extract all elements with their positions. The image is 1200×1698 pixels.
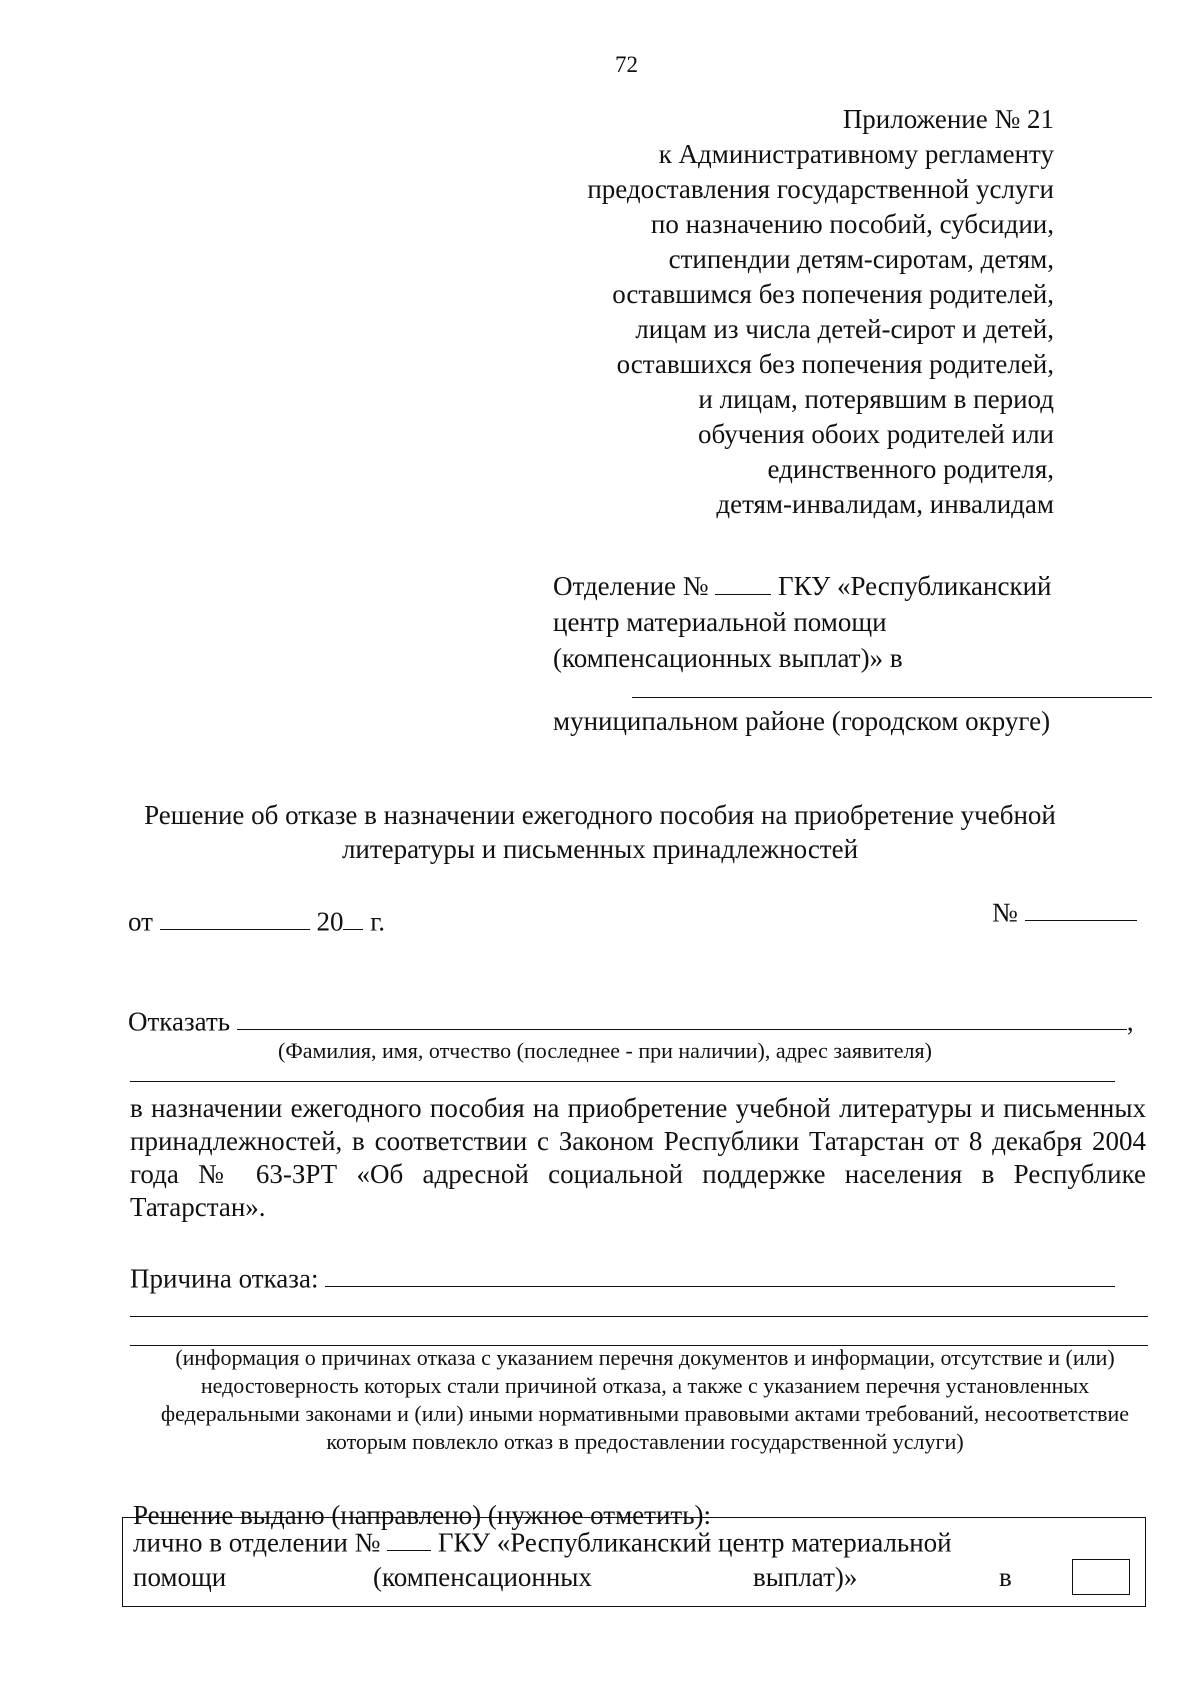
reason-field-line2[interactable]: [130, 1316, 1148, 1317]
office-number-field[interactable]: [715, 570, 771, 595]
document-title: [0, 798, 1200, 866]
date-row: [128, 905, 385, 937]
in-person-checkbox[interactable]: [1072, 1559, 1130, 1595]
appendix-line: и лицам, потерявшим в период: [698, 384, 1054, 414]
reason-field[interactable]: [325, 1262, 1115, 1287]
appendix-line: к Административному регламенту: [658, 139, 1054, 169]
appendix-line: единственного родителя,: [767, 454, 1054, 484]
reason-caption: (информация о причинах отказа с указанием перечня документов и информации, отсутствие и (или) недостоверность которых стали причиной отказа, а также с указанием перечня установленных федеральными законами и (или) иными нормативными правовыми актами требований, несоответствие которым повлекло отказ в предоставлении государственной услуги): [160, 1345, 1130, 1454]
office-line: (компенсационных выплат)» в: [553, 643, 903, 673]
reason-row: [130, 1262, 1115, 1294]
number-field[interactable]: [1025, 896, 1137, 921]
number-label: №: [992, 897, 1018, 928]
option-word: в: [999, 1562, 1012, 1592]
applicant-caption: (Фамилия, имя, отчество (последнее - при наличии), адрес заявителя): [278, 1038, 932, 1063]
office-number-label: Отделение №: [553, 571, 709, 601]
year-label: 20: [316, 906, 344, 937]
appendix-header: [494, 102, 1054, 522]
option-word: (компенсационных: [373, 1562, 592, 1592]
appendix-line: лицам из числа детей-сирот и детей,: [635, 314, 1054, 344]
delivery-option-in-person: [133, 1526, 952, 1558]
year-field[interactable]: [343, 905, 363, 930]
appendix-line: детям-инвалидам, инвалидам: [716, 489, 1054, 519]
reason-label: Причина отказа:: [130, 1263, 319, 1294]
number-row: [992, 896, 1137, 928]
date-field[interactable]: [160, 905, 310, 930]
refusal-body-text: в назначении ежегодного пособия на приобретение учебной литературы и письменных принадлежностей, в соответствии с Законом Республики Татарстан от 8 декабря 2004 года № 63-ЗРТ «Об адресной социальной поддержке населения в Республике Татарстан».: [130, 1093, 1146, 1222]
option-prefix: лично в отделении №: [133, 1527, 381, 1558]
appendix-line: оставшимся без попечения родителей,: [612, 279, 1054, 309]
appendix-line: Приложение № 21: [842, 104, 1054, 134]
appendix-line: обучения обоих родителей или: [698, 419, 1054, 449]
district-caption: муниципальном районе (городском округе): [553, 706, 1051, 736]
year-suffix: г.: [370, 906, 385, 937]
applicant-field-line2[interactable]: [130, 1081, 1115, 1082]
option-word: помощи: [133, 1562, 227, 1592]
option-word: выплат)»: [753, 1562, 858, 1592]
option-office-number-field[interactable]: [387, 1526, 431, 1551]
office-line: центр материальной помощи: [553, 607, 887, 637]
district-field[interactable]: [632, 697, 1152, 698]
title-line: литературы и письменных принадлежностей: [341, 834, 859, 864]
office-name: ГКУ «Республиканский: [778, 571, 1052, 601]
applicant-field[interactable]: [237, 1005, 1127, 1030]
date-from-label: от: [128, 906, 153, 937]
issued-label: Решение выдано (направлено) (нужное отметить):: [133, 1500, 712, 1530]
appendix-line: предоставления государственной услуги: [587, 174, 1054, 204]
title-line: Решение об отказе в назначении ежегодного пособия на приобретение учебной: [144, 800, 1056, 830]
appendix-line: по назначению пособий, субсидии,: [650, 209, 1054, 239]
office-address: [553, 568, 1051, 676]
refuse-label: Отказать: [128, 1006, 231, 1037]
page-number: 72: [615, 52, 638, 77]
option-suffix: ГКУ «Республиканский центр материальной: [437, 1527, 952, 1558]
refuse-row: [128, 1005, 1134, 1037]
appendix-line: стипендии детям-сиротам, детям,: [668, 244, 1054, 274]
refuse-comma: ,: [1126, 1006, 1134, 1037]
appendix-line: оставшихся без попечения родителей,: [616, 349, 1054, 379]
